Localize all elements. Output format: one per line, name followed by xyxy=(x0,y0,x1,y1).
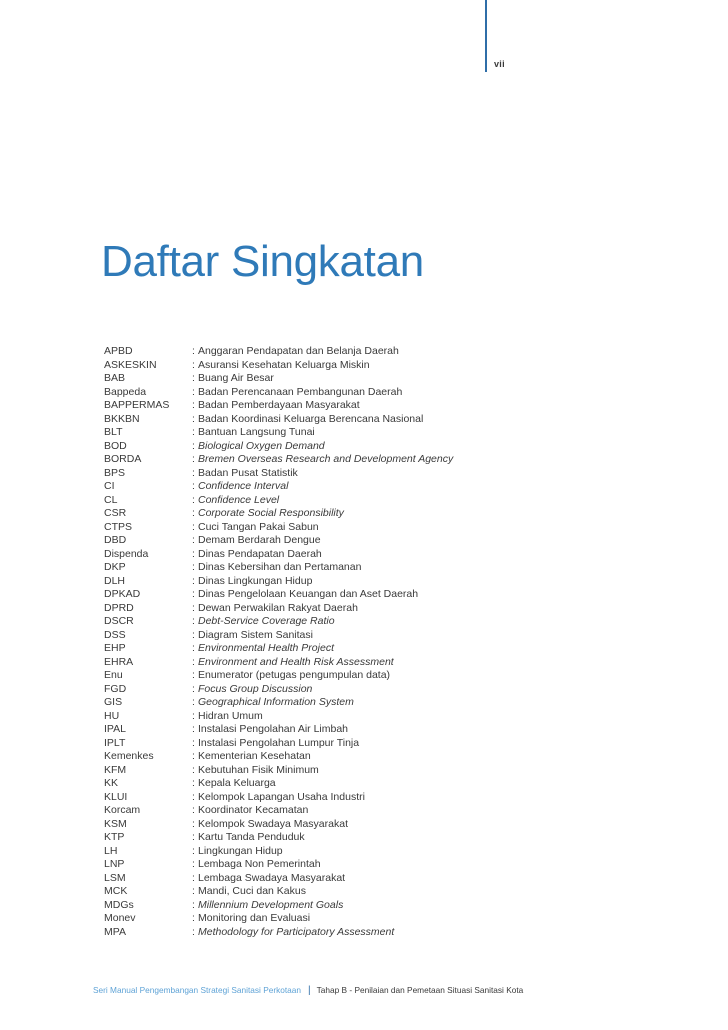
abbreviation-separator: : xyxy=(192,588,195,600)
abbreviation-definition: Instalasi Pengolahan Air Limbah xyxy=(198,723,349,735)
abbreviation-row xyxy=(104,710,524,724)
abbreviation-row xyxy=(104,669,524,683)
abbreviation-term: DSCR xyxy=(104,615,134,627)
abbreviation-row xyxy=(104,845,524,859)
abbreviation-separator: : xyxy=(192,898,195,911)
abbreviation-definition: Monitoring dan Evaluasi xyxy=(198,912,311,924)
abbreviation-row xyxy=(104,899,524,913)
abbreviation-term: CL xyxy=(104,493,118,506)
abbreviation-list xyxy=(104,345,524,939)
abbreviation-term: GIS xyxy=(104,696,123,708)
abbreviation-definition: Bremen Overseas Research and Development Agency xyxy=(198,453,454,465)
abbreviation-term: Monev xyxy=(104,912,136,924)
abbreviation-term: IPLT xyxy=(104,736,126,749)
abbreviation-term: KSM xyxy=(104,817,127,830)
abbreviation-term: EHRA xyxy=(104,655,134,668)
abbreviation-separator: : xyxy=(192,385,195,398)
abbreviation-definition: Debt-Service Coverage Ratio xyxy=(198,615,335,627)
abbreviation-term: Bappeda xyxy=(104,385,147,398)
abbreviation-term: KLUI xyxy=(104,790,128,803)
abbreviation-separator: : xyxy=(192,723,195,735)
abbreviation-definition: Kementerian Kesehatan xyxy=(198,750,311,762)
abbreviation-row xyxy=(104,440,524,454)
page-title: Daftar Singkatan xyxy=(101,237,424,286)
abbreviation-row xyxy=(104,831,524,845)
abbreviation-row xyxy=(104,548,524,562)
abbreviation-term: BLT xyxy=(104,426,123,438)
abbreviation-term: Korcam xyxy=(104,804,141,816)
abbreviation-separator: : xyxy=(192,709,195,722)
abbreviation-term: FGD xyxy=(104,682,127,695)
abbreviation-row xyxy=(104,588,524,602)
abbreviation-row xyxy=(104,804,524,818)
abbreviation-separator: : xyxy=(192,669,195,681)
abbreviation-definition: Enumerator (petugas pengumpulan data) xyxy=(198,669,391,681)
abbreviation-definition: Cuci Tangan Pakai Sabun xyxy=(198,520,319,533)
abbreviation-separator: : xyxy=(192,615,195,627)
abbreviation-term: Kemenkes xyxy=(104,750,154,762)
abbreviation-term: BKKBN xyxy=(104,412,140,425)
abbreviation-separator: : xyxy=(192,480,195,492)
abbreviation-separator: : xyxy=(192,412,195,425)
abbreviation-separator: : xyxy=(192,345,195,357)
abbreviation-separator: : xyxy=(192,561,195,573)
abbreviation-separator: : xyxy=(192,574,195,587)
abbreviation-term: KTP xyxy=(104,831,125,843)
abbreviation-separator: : xyxy=(192,736,195,749)
abbreviation-separator: : xyxy=(192,925,195,938)
abbreviation-term: BOD xyxy=(104,439,127,452)
abbreviation-definition: Bantuan Langsung Tunai xyxy=(198,426,315,438)
abbreviation-separator: : xyxy=(192,750,195,762)
abbreviation-separator: : xyxy=(192,655,195,668)
abbreviation-row xyxy=(104,777,524,791)
abbreviation-row xyxy=(104,791,524,805)
abbreviation-row xyxy=(104,399,524,413)
abbreviation-definition: Kelompok Swadaya Masyarakat xyxy=(198,817,348,830)
abbreviation-row xyxy=(104,723,524,737)
abbreviation-definition: Dinas Lingkungan Hidup xyxy=(198,574,313,587)
abbreviation-term: DLH xyxy=(104,574,126,587)
abbreviation-definition: Kartu Tanda Penduduk xyxy=(198,831,305,843)
abbreviation-row xyxy=(104,683,524,697)
abbreviation-separator: : xyxy=(192,547,195,560)
abbreviation-row xyxy=(104,615,524,629)
abbreviation-separator: : xyxy=(192,399,195,411)
abbreviation-definition: Kelompok Lapangan Usaha Industri xyxy=(198,790,365,803)
abbreviation-separator: : xyxy=(192,520,195,533)
abbreviation-row xyxy=(104,872,524,886)
abbreviation-definition: Dinas Pengelolaan Keuangan dan Aset Daerah xyxy=(198,588,419,600)
abbreviation-definition: Kepala Keluarga xyxy=(198,777,276,789)
abbreviation-definition: Confidence Level xyxy=(198,493,280,506)
abbreviation-term: HU xyxy=(104,709,120,722)
abbreviation-separator: : xyxy=(192,466,195,479)
abbreviation-separator: : xyxy=(192,628,195,641)
abbreviation-row xyxy=(104,453,524,467)
abbreviation-separator: : xyxy=(192,439,195,452)
abbreviation-row xyxy=(104,561,524,575)
abbreviation-term: DPKAD xyxy=(104,588,141,600)
abbreviation-term: Dispenda xyxy=(104,547,149,560)
abbreviation-separator: : xyxy=(192,682,195,695)
abbreviation-separator: : xyxy=(192,453,195,465)
abbreviation-separator: : xyxy=(192,790,195,803)
abbreviation-term: DBD xyxy=(104,534,127,546)
abbreviation-term: CI xyxy=(104,480,115,492)
abbreviation-term: KFM xyxy=(104,763,127,776)
abbreviation-term: BORDA xyxy=(104,453,142,465)
abbreviation-term: KK xyxy=(104,777,119,789)
abbreviation-definition: Dinas Kebersihan dan Pertamanan xyxy=(198,561,362,573)
abbreviation-separator: : xyxy=(192,885,195,897)
abbreviation-definition: Geographical Information System xyxy=(198,696,354,708)
abbreviation-row xyxy=(104,467,524,481)
abbreviation-term: APBD xyxy=(104,345,133,357)
abbreviation-row xyxy=(104,764,524,778)
abbreviation-definition: Hidran Umum xyxy=(198,709,263,722)
abbreviation-row xyxy=(104,858,524,872)
abbreviation-row xyxy=(104,426,524,440)
abbreviation-term: BAPPERMAS xyxy=(104,399,170,411)
abbreviation-definition: Dinas Pendapatan Daerah xyxy=(198,547,322,560)
abbreviation-definition: Lingkungan Hidup xyxy=(198,844,283,857)
abbreviation-separator: : xyxy=(192,426,195,438)
abbreviation-term: Enu xyxy=(104,669,123,681)
abbreviation-row xyxy=(104,534,524,548)
abbreviation-row xyxy=(104,602,524,616)
abbreviation-term: DKP xyxy=(104,561,126,573)
abbreviation-definition: Instalasi Pengolahan Lumpur Tinja xyxy=(198,736,360,749)
abbreviation-definition: Dewan Perwakilan Rakyat Daerah xyxy=(198,601,358,614)
abbreviation-separator: : xyxy=(192,507,195,519)
abbreviation-row xyxy=(104,750,524,764)
abbreviation-row xyxy=(104,642,524,656)
page-number: vii xyxy=(494,59,505,69)
abbreviation-row xyxy=(104,494,524,508)
abbreviation-row xyxy=(104,480,524,494)
abbreviation-separator: : xyxy=(192,817,195,830)
abbreviation-definition: Lembaga Swadaya Masyarakat xyxy=(198,871,346,884)
abbreviation-separator: : xyxy=(192,358,195,371)
abbreviation-term: MDGs xyxy=(104,898,134,911)
footer xyxy=(93,985,523,996)
abbreviation-row xyxy=(104,345,524,359)
abbreviation-separator: : xyxy=(192,777,195,789)
abbreviation-separator: : xyxy=(192,831,195,843)
abbreviation-row xyxy=(104,818,524,832)
abbreviation-definition: Badan Pemberdayaan Masyarakat xyxy=(198,399,360,411)
abbreviation-term: ASKESKIN xyxy=(104,358,157,371)
abbreviation-definition: Lembaga Non Pemerintah xyxy=(198,858,321,870)
abbreviation-separator: : xyxy=(192,912,195,924)
abbreviation-row xyxy=(104,629,524,643)
abbreviation-definition: Mandi, Cuci dan Kakus xyxy=(198,885,306,897)
abbreviation-separator: : xyxy=(192,844,195,857)
footer-stage-title: Tahap B - Penilaian dan Pemetaan Situasi Sanitasi Kota xyxy=(316,985,524,995)
abbreviation-term: BPS xyxy=(104,466,126,479)
footer-divider: | xyxy=(308,985,311,996)
abbreviation-separator: : xyxy=(192,858,195,870)
abbreviation-separator: : xyxy=(192,763,195,776)
abbreviation-definition: Anggaran Pendapatan dan Belanja Daerah xyxy=(198,345,399,357)
abbreviation-term: EHP xyxy=(104,642,126,654)
abbreviation-definition: Badan Pusat Statistik xyxy=(198,466,298,479)
abbreviation-term: IPAL xyxy=(104,723,126,735)
abbreviation-definition: Focus Group Discussion xyxy=(198,682,313,695)
abbreviation-term: MCK xyxy=(104,885,128,897)
abbreviation-separator: : xyxy=(192,534,195,546)
abbreviation-row xyxy=(104,507,524,521)
abbreviation-row xyxy=(104,386,524,400)
abbreviation-row xyxy=(104,372,524,386)
abbreviation-definition: Kebutuhan Fisik Minimum xyxy=(198,763,319,776)
abbreviation-row xyxy=(104,575,524,589)
abbreviation-term: LNP xyxy=(104,858,125,870)
abbreviation-row xyxy=(104,926,524,940)
abbreviation-separator: : xyxy=(192,642,195,654)
abbreviation-definition: Corporate Social Responsibility xyxy=(198,507,344,519)
abbreviation-row xyxy=(104,885,524,899)
abbreviation-separator: : xyxy=(192,871,195,884)
abbreviation-row xyxy=(104,413,524,427)
abbreviation-row xyxy=(104,359,524,373)
abbreviation-term: LSM xyxy=(104,871,126,884)
abbreviation-row xyxy=(104,521,524,535)
header-rule xyxy=(485,0,487,72)
abbreviation-term: LH xyxy=(104,844,118,857)
abbreviation-definition: Badan Perencanaan Pembangunan Daerah xyxy=(198,385,403,398)
abbreviation-definition: Demam Berdarah Dengue xyxy=(198,534,321,546)
abbreviation-definition: Diagram Sistem Sanitasi xyxy=(198,628,313,641)
abbreviation-definition: Koordinator Kecamatan xyxy=(198,804,309,816)
footer-series-title: Seri Manual Pengembangan Strategi Sanitasi Perkotaan xyxy=(93,985,302,995)
abbreviation-definition: Methodology for Participatory Assessment xyxy=(198,925,395,938)
abbreviation-term: DPRD xyxy=(104,601,134,614)
abbreviation-row xyxy=(104,656,524,670)
abbreviation-definition: Environmental Health Project xyxy=(198,642,334,654)
abbreviation-row xyxy=(104,912,524,926)
abbreviation-definition: Millennium Development Goals xyxy=(198,898,344,911)
abbreviation-separator: : xyxy=(192,493,195,506)
abbreviation-row xyxy=(104,737,524,751)
abbreviation-definition: Biological Oxygen Demand xyxy=(198,439,325,452)
abbreviation-separator: : xyxy=(192,804,195,816)
abbreviation-definition: Badan Koordinasi Keluarga Berencana Nasional xyxy=(198,412,424,425)
abbreviation-definition: Confidence Interval xyxy=(198,480,289,492)
abbreviation-definition: Asuransi Kesehatan Keluarga Miskin xyxy=(198,358,370,371)
abbreviation-term: DSS xyxy=(104,628,126,641)
abbreviation-term: CSR xyxy=(104,507,127,519)
abbreviation-separator: : xyxy=(192,601,195,614)
abbreviation-row xyxy=(104,696,524,710)
abbreviation-separator: : xyxy=(192,696,195,708)
abbreviation-term: BAB xyxy=(104,372,126,384)
abbreviation-separator: : xyxy=(192,372,195,384)
abbreviation-definition: Buang Air Besar xyxy=(198,372,274,384)
abbreviation-term: CTPS xyxy=(104,520,133,533)
abbreviation-term: MPA xyxy=(104,925,126,938)
abbreviation-definition: Environment and Health Risk Assessment xyxy=(198,655,394,668)
